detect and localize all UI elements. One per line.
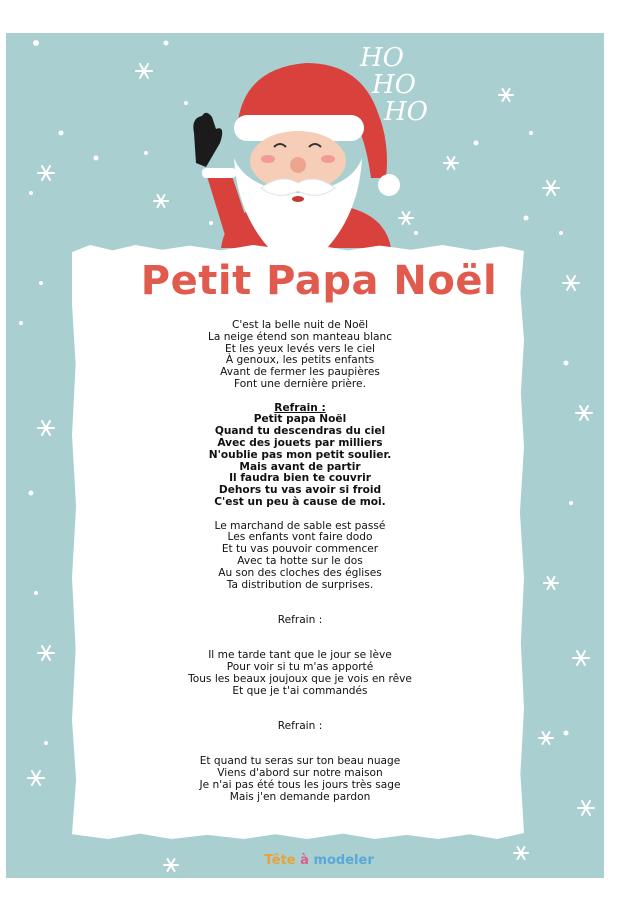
lyric-line: Avec ta hotte sur le dos	[237, 554, 363, 567]
lyric-line: Les enfants vont faire dodo	[227, 531, 373, 544]
ho-1: HO	[360, 43, 404, 73]
lyric-line: C'est la belle nuit de Noël	[231, 319, 369, 331]
lyric-line: Font une dernière prière.	[234, 377, 366, 390]
lyric-line: Avec des jouets par milliers	[217, 436, 383, 449]
lyric-line: N'oublie pas mon petit soulier.	[208, 448, 392, 461]
lyric-line: À genoux, les petits enfants	[225, 354, 375, 367]
lyric-line: Ta distribution de surprises.	[226, 578, 374, 591]
ho-ho-ho-text	[360, 45, 428, 126]
song-title: Petit Papa Noël	[140, 258, 498, 304]
lyric-line: Il faudra bien te couvrir	[229, 472, 371, 485]
lyric-line: Mais j'en demande pardon	[229, 790, 371, 803]
lyric-line: Dehors tu vas avoir si froid	[218, 484, 382, 497]
brand-logo	[0, 853, 638, 868]
lyric-line: Il me tarde tant que le jour se lève	[208, 649, 392, 662]
lyric-line: C'est un peu à cause de moi.	[214, 495, 386, 508]
lyric-line: Petit papa Noël	[253, 413, 347, 426]
ho-3: HO	[384, 97, 428, 127]
lyric-line: Au son des cloches des églises	[218, 566, 382, 579]
lyrics	[100, 320, 500, 804]
refrain-label: Refrain :	[277, 720, 323, 733]
brand-part-2: à	[300, 853, 309, 868]
lyric-line: La neige étend son manteau blanc	[207, 330, 393, 343]
verse-2	[100, 521, 500, 592]
brand-part-3: modeler	[313, 853, 374, 868]
verse-4	[100, 756, 500, 803]
ho-2: HO	[372, 70, 416, 100]
verse-1	[100, 320, 500, 391]
lyric-line: Viens d'abord sur notre maison	[217, 767, 383, 780]
lyric-line: Mais avant de partir	[239, 460, 361, 473]
lyric-line: Et les yeux levés vers le ciel	[225, 342, 375, 355]
lyric-line: Et que je t'ai commandés	[232, 684, 368, 697]
lyric-line: Le marchand de sable est passé	[214, 519, 386, 532]
lyric-line: Quand tu descendras du ciel	[214, 425, 386, 438]
lyric-line: Je n'ai pas été tous les jours très sage	[199, 779, 401, 792]
refrain-label: Refrain :	[277, 613, 323, 626]
refrain-heading: Refrain :	[274, 401, 326, 414]
refrain	[100, 403, 500, 509]
lyric-line: Pour voir si tu m'as apporté	[226, 661, 374, 674]
lyric-line: Tous les beaux joujoux que je vois en rêve	[188, 672, 412, 685]
lyric-line: Et quand tu seras sur ton beau nuage	[199, 755, 401, 768]
verse-3	[100, 650, 500, 697]
brand-part-1: Tête	[264, 853, 296, 868]
lyric-line: Et tu vas pouvoir commencer	[221, 543, 379, 556]
lyric-line: Avant de fermer les paupières	[220, 366, 380, 379]
